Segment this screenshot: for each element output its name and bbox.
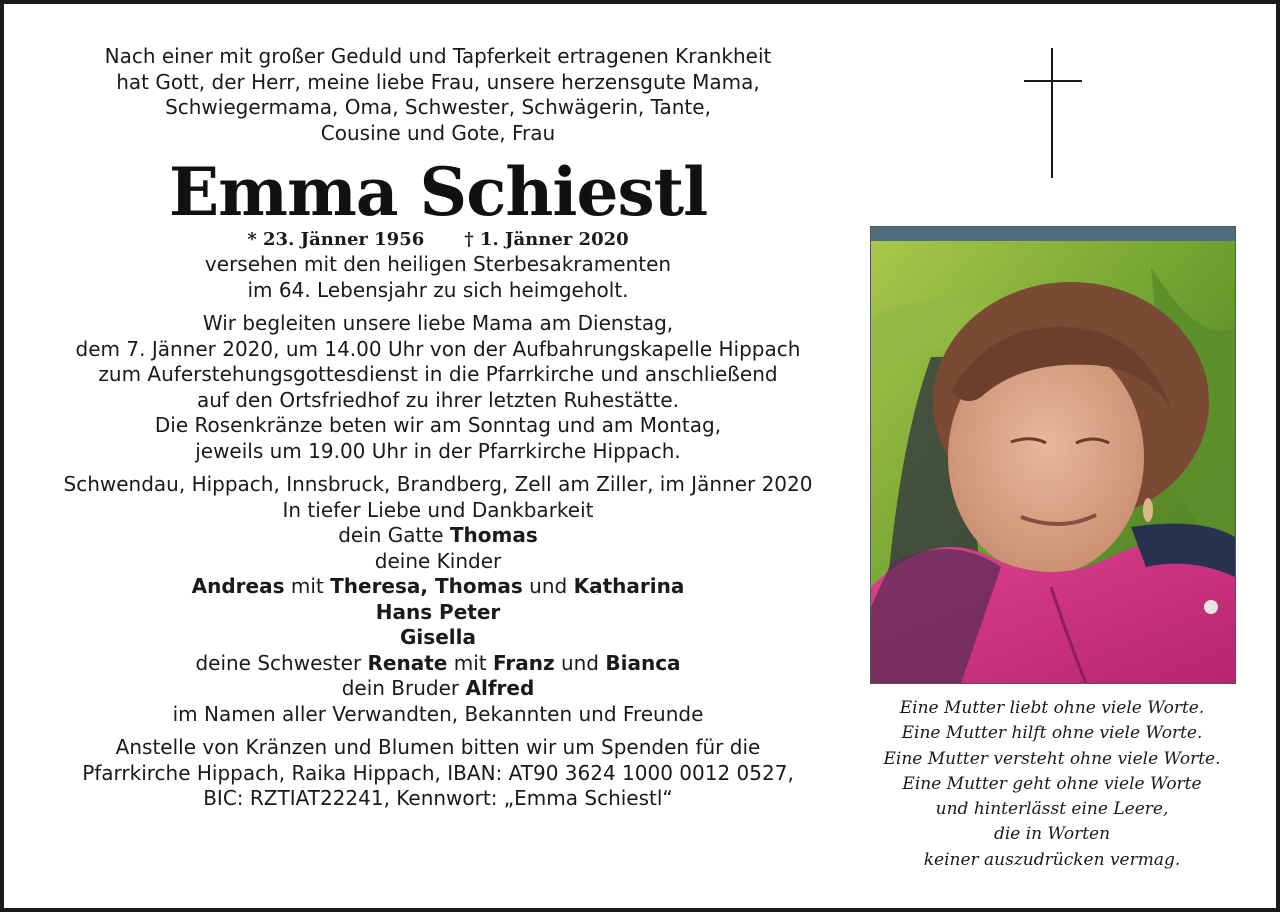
husband-line: dein Gatte Thomas <box>338 523 538 547</box>
deceased-name: Emma Schiestl <box>168 153 708 231</box>
donation-line: BIC: RZTIAT22241, Kennwort: „Emma Schiestl“ <box>203 786 673 810</box>
funeral-line: dem 7. Jänner 2020, um 14.00 Uhr von der Aufbahrungskapelle Hippach <box>75 336 801 361</box>
children-line: Andreas mit Theresa, Thomas und Katharina <box>191 574 685 598</box>
donation-line: Anstelle von Kränzen und Blumen bitten wir um Spenden für die <box>115 735 761 759</box>
sacraments-line: im 64. Lebensjahr zu sich heimgeholt. <box>247 277 629 302</box>
places-and-date: Schwendau, Hippach, Innsbruck, Brandberg, Zell am Ziller, im Jänner 2020 <box>63 472 813 496</box>
death-date: † 1. Jänner 2020 <box>464 229 629 250</box>
intro-line: hat Gott, der Herr, meine liebe Frau, unsere herzensgute Mama, <box>116 69 760 94</box>
poem-line: keiner auszudrücken vermag. <box>923 849 1181 870</box>
poem <box>854 696 1250 873</box>
poem-line: die in Worten <box>993 824 1111 845</box>
child-name: Hans Peter <box>375 599 501 624</box>
intro-line: Nach einer mit großer Geduld und Tapferkeit ertragenen Krankheit <box>104 44 772 68</box>
birth-date: * 23. Jänner 1956 <box>247 229 425 250</box>
funeral-line: Die Rosenkränze beten wir am Sonntag und am Montag, <box>154 413 722 437</box>
poem-line: Eine Mutter hilft ohne viele Worte. <box>901 723 1203 744</box>
sacraments-text <box>48 252 828 303</box>
sister-line: deine Schwester Renate mit Franz und Bianca <box>195 650 681 675</box>
husband-name: Thomas <box>449 523 538 547</box>
funeral-line: Wir begleiten unsere liebe Mama am Dienstag, <box>202 311 674 335</box>
donation-line: Pfarrkirche Hippach, Raika Hippach, IBAN: AT90 3624 1000 0012 0527, <box>82 760 794 785</box>
cross-icon <box>1024 48 1082 178</box>
child-name: Gisella <box>400 625 476 649</box>
children-label: deine Kinder <box>374 548 502 573</box>
donation-note <box>48 735 828 812</box>
mourners-intro: In tiefer Liebe und Dankbarkeit <box>282 497 594 522</box>
mourners-list <box>48 498 828 728</box>
poem-line: Eine Mutter liebt ohne viele Worte. <box>899 698 1205 718</box>
poem-line: Eine Mutter geht ohne viele Worte <box>902 773 1202 794</box>
mourners-closing: im Namen aller Verwandten, Bekannten und Freunde <box>172 701 704 726</box>
brother-line: dein Bruder Alfred <box>341 676 535 700</box>
sacraments-line: versehen mit den heiligen Sterbesakramenten <box>204 252 672 276</box>
life-dates <box>48 228 828 252</box>
intro-text <box>48 44 828 146</box>
intro-line: Schwiegermama, Oma, Schwester, Schwägerin, Tante, <box>165 95 711 119</box>
funeral-line: zum Auferstehungsgottesdienst in die Pfarrkirche und anschließend <box>98 362 778 386</box>
poem-line: Eine Mutter versteht ohne viele Worte. <box>883 748 1221 769</box>
poem-line: und hinterlässt eine Leere, <box>935 799 1169 820</box>
funeral-line: auf den Ortsfriedhof zu ihrer letzten Ruhestätte. <box>196 387 680 412</box>
intro-line: Cousine und Gote, Frau <box>320 120 556 145</box>
funeral-line: jeweils um 19.00 Uhr in der Pfarrkirche Hippach. <box>195 438 681 463</box>
funeral-details <box>48 311 828 464</box>
portrait-photo <box>870 226 1236 684</box>
obituary-text <box>48 44 828 812</box>
